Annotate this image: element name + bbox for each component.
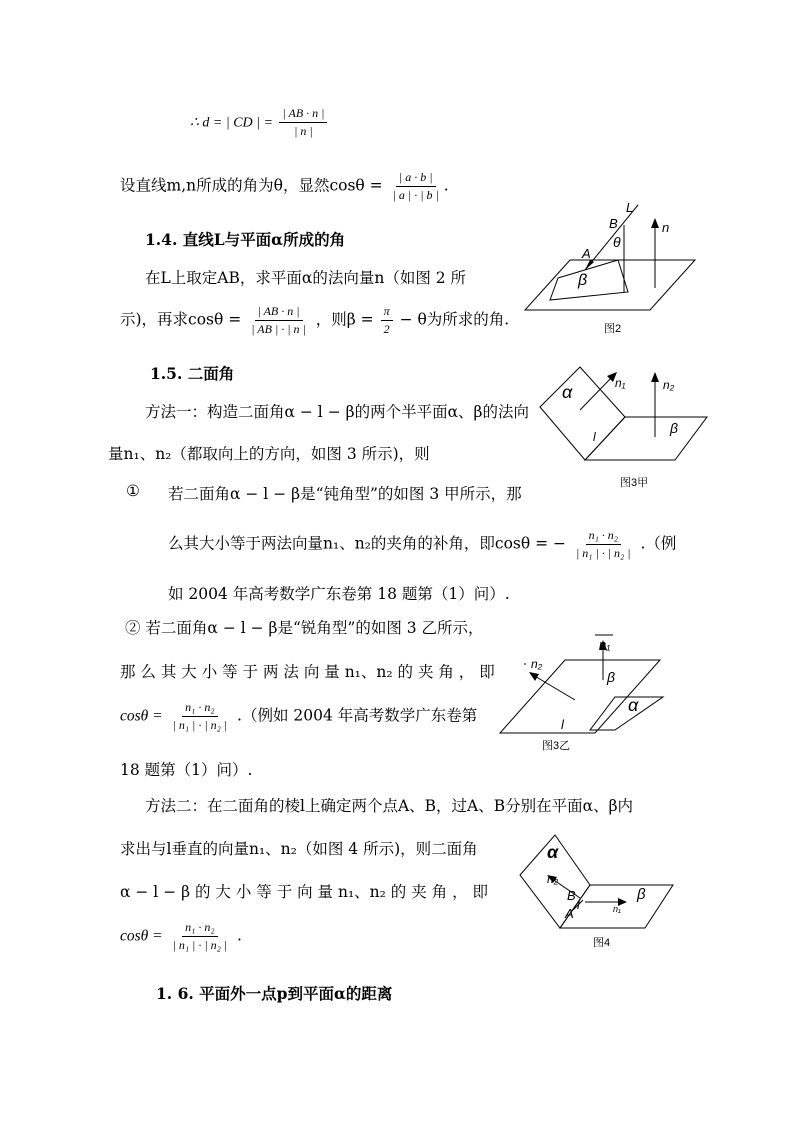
figure-3a-caption: 图3甲	[620, 477, 649, 489]
fraction-denominator: | n |	[294, 124, 313, 138]
method-1-para-2: 量n₁、n₂（都取向上的方向，如图 3 所示)，则	[108, 445, 430, 463]
method-2-para-2: 求出与l垂直的向量n₁、n₂（如图 4 所示)，则二面角	[120, 840, 478, 858]
fraction-numerator: | AB · n |	[279, 106, 327, 123]
fraction-numerator: n₁ · n₂	[182, 920, 217, 937]
cos-fraction	[170, 700, 231, 733]
fraction-denominator: 2	[383, 322, 390, 336]
label-n2: n₂	[531, 657, 543, 671]
section-1-6-title: 1. 6. 平面外一点p到平面α的距离	[156, 984, 393, 1003]
figure-2	[510, 200, 700, 340]
label-L: L	[626, 200, 634, 215]
cos-fraction	[573, 528, 634, 561]
fraction-denominator: | AB | · | n |	[251, 322, 306, 336]
section-1-4-para-2	[120, 304, 509, 337]
case-2-para-2: 那 么 其 大 小 等 于 两 法 向 量 n₁、n₂ 的 夹 角 ， 即	[120, 663, 495, 681]
label-beta: β	[578, 272, 588, 289]
distance-formula-fraction	[279, 106, 327, 139]
method-2-para-3: α − l − β 的 大 小 等 于 向 量 n₁、n₂ 的 夹 角 ， 即	[120, 883, 489, 901]
fraction-numerator: π	[381, 304, 393, 321]
distance-formula	[190, 106, 329, 139]
method-2-para-4	[120, 920, 242, 953]
figure-4-caption: 图4	[593, 937, 611, 949]
fraction-numerator: | a · b |	[396, 170, 436, 187]
fraction-numerator: | AB · n |	[255, 304, 303, 321]
para-text: ，则β =	[315, 310, 374, 329]
label-B: B	[567, 888, 576, 903]
label-beta: β	[607, 669, 615, 685]
label-n1: n₁	[615, 376, 626, 390]
figure-3a	[535, 362, 710, 492]
para-text: .（例	[640, 534, 677, 553]
fraction-numerator: n₁ · n₂	[586, 528, 621, 545]
label-alpha: α	[628, 695, 639, 715]
cos-fraction	[170, 920, 231, 953]
method-2-para-1: 方法二：在二面角的棱l上确定两个点A、B，过A、B分别在平面α、β内	[145, 797, 634, 815]
case-2-para-4: 18 题第（1）问）.	[120, 761, 253, 779]
figure-3b	[495, 625, 670, 755]
distance-formula-prefix: ∴ d = | CD | =	[190, 115, 273, 131]
label-beta: β	[670, 420, 678, 436]
label-alpha: α	[562, 382, 573, 402]
para-text: cosθ =	[120, 927, 163, 945]
para-text: − θ为所求的角.	[399, 310, 510, 329]
case-1-para-3: 如 2004 年高考数学广东卷第 18 题第（1）问）.	[168, 585, 510, 603]
label-l: l	[561, 717, 564, 732]
para-text: .（例如 2004 年高考数学广东卷第	[237, 706, 478, 725]
para-text: cosθ =	[120, 707, 163, 725]
pi-over-two	[381, 304, 393, 337]
section-1-5-title: 1.5. 二面角	[150, 364, 235, 383]
figure-3b-drawing	[495, 625, 670, 755]
para-text: 示)，再求cosθ =	[120, 310, 242, 329]
cos-fraction	[248, 304, 309, 337]
label-l: l	[577, 898, 580, 912]
case-2-para-3	[120, 700, 477, 733]
case-1-marker: ①	[126, 482, 140, 500]
method-1-para-1: 方法一：构造二面角α − l − β的两个半平面α、β的法向	[145, 403, 529, 421]
label-n1: n₁	[613, 904, 621, 914]
label-n2: n₂	[663, 378, 675, 392]
figure-4-drawing	[515, 830, 680, 950]
label-alpha: α	[547, 842, 559, 862]
label-l: l	[593, 430, 596, 444]
fraction-numerator: n₁ · n₂	[182, 700, 217, 717]
figure-3b-caption: 图3乙	[542, 740, 571, 752]
para-text: .	[237, 926, 242, 945]
fraction-denominator: | a | · | b |	[392, 188, 439, 202]
figure-4	[515, 830, 680, 950]
fraction-denominator: | n₁ | · | n₂ |	[575, 546, 631, 560]
section-1-4-para-1: 在L上取定AB，求平面α的法向量n（如图 2 所	[145, 269, 467, 287]
figure-2-drawing	[510, 200, 700, 340]
label-n: n	[662, 220, 670, 235]
section-1-4-title: 1.4. 直线L与平面α所成的角	[145, 230, 346, 249]
fraction-denominator: | n₁ | · | n₂ |	[172, 718, 228, 732]
case-1-para-1: 若二面角α − l − β是“钝角型”的如图 3 甲所示，那	[168, 485, 522, 503]
para-text: 么其大小等于两法向量n₁、n₂的夹角的补角，即cosθ = −	[168, 534, 567, 553]
label-n2: n₂	[547, 872, 559, 886]
label-theta: θ	[613, 234, 621, 250]
figure-2-caption: 图2	[604, 323, 622, 335]
case-1-para-2	[168, 528, 676, 561]
line-angle-sentence: 设直线m,n所成的角为θ，显然cosθ = $\frac{| a \cdot b |}{| a | \cdot | b |}$ .	[120, 170, 449, 202]
fraction-denominator: | n₁ | · | n₂ |	[172, 938, 228, 952]
line-angle-text: 设直线m,n所成的角为θ，显然cosθ =	[120, 176, 383, 195]
label-B: B	[609, 216, 618, 231]
case-2-para-1: ② 若二面角α − l − β是“锐角型”的如图 3 乙所示，	[125, 619, 484, 637]
line-angle-fraction	[390, 170, 442, 203]
label-n1: n₁	[599, 637, 611, 652]
label-beta: β	[637, 886, 646, 903]
label-A: A	[565, 906, 574, 921]
label-A: A	[582, 246, 591, 261]
